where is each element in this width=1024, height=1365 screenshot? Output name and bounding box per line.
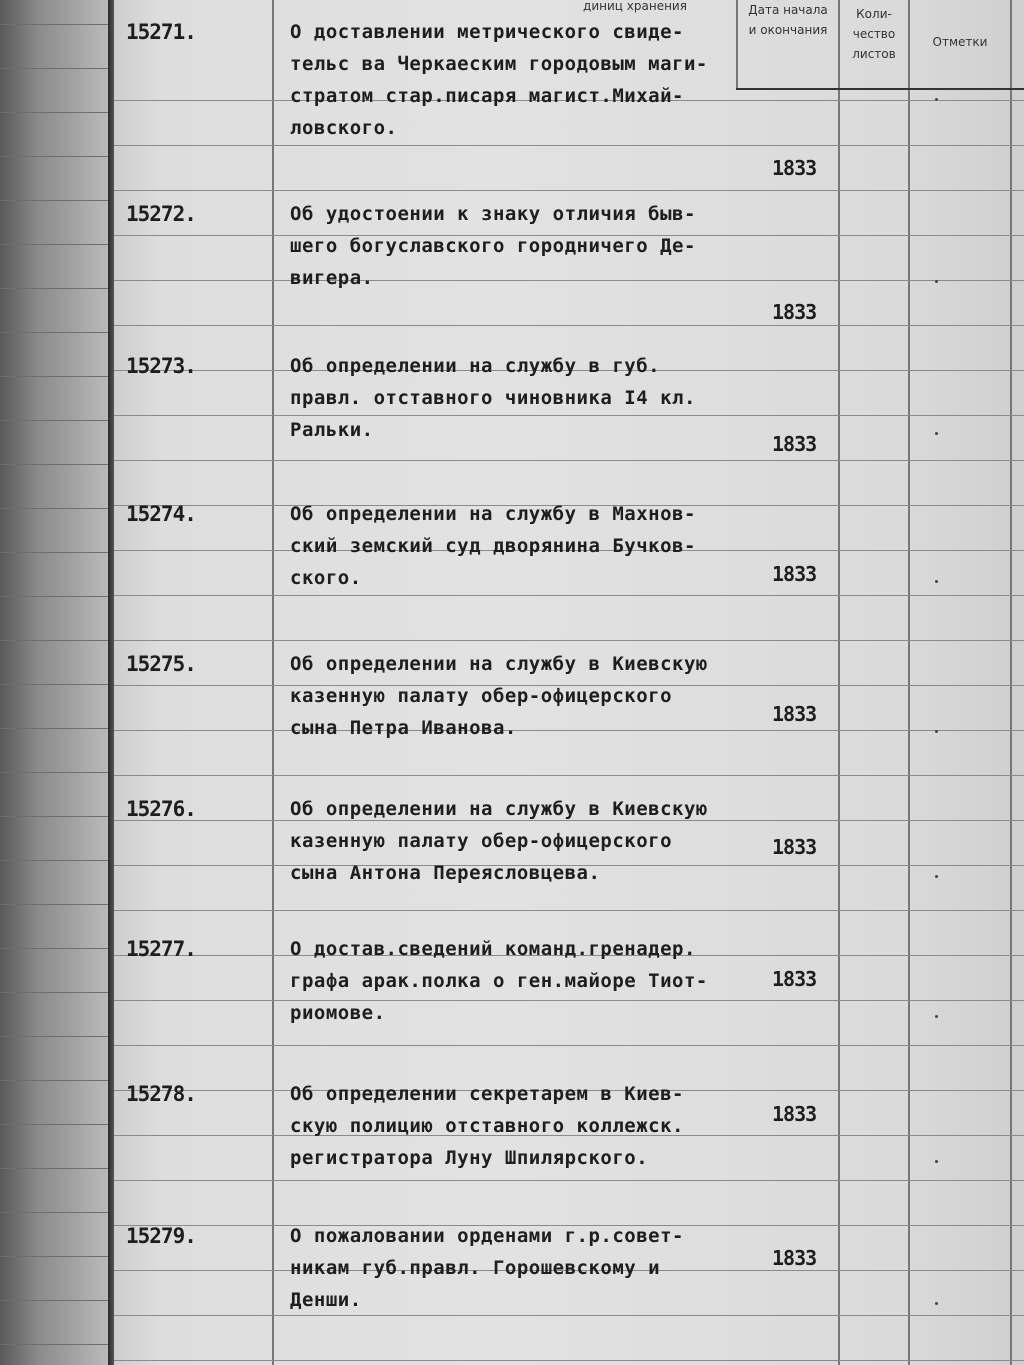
margin-ruled-line	[0, 1344, 112, 1345]
column-divider	[908, 0, 910, 1365]
header-dates: Дата начала и окончания	[748, 3, 828, 37]
margin-ruled-line	[0, 596, 112, 597]
margin-ruled-line	[0, 992, 112, 993]
entry-year: 1833	[772, 432, 817, 456]
table-ruled-line	[114, 1180, 1024, 1181]
table-ruled-line	[114, 190, 1024, 191]
margin-ruled-line	[0, 464, 112, 465]
column-divider	[1010, 0, 1012, 1365]
header-sheet-count: Коли- чество листов	[852, 7, 896, 61]
entry-number: 15279.	[126, 1224, 196, 1248]
table-ruled-line	[114, 775, 1024, 776]
entry-year: 1833	[772, 562, 817, 586]
table-ruled-line	[114, 910, 1024, 911]
notes-mark	[935, 580, 938, 583]
margin-ruled-line	[0, 68, 112, 69]
notes-mark	[935, 1160, 938, 1163]
table-ruled-line	[114, 325, 1024, 326]
margin-ruled-line	[0, 552, 112, 553]
notes-mark	[935, 280, 938, 283]
margin-ruled-line	[0, 948, 112, 949]
header-notes: Отметки	[932, 35, 988, 49]
entry-year: 1833	[772, 1102, 817, 1126]
entry-description: Об определении секретарем в Киев- скую полицию отставного коллежск. регистратора Луну Шпилярского.	[290, 1083, 684, 1169]
margin-ruled-line	[0, 904, 112, 905]
margin-ruled-line	[0, 288, 112, 289]
entry-number: 15278.	[126, 1082, 196, 1106]
header-units: диниц хранения	[583, 0, 687, 13]
margin-ruled-line	[0, 684, 112, 685]
entry-description: Об удостоении к знаку отличия быв- шего богуславского городничего Де- вигера.	[290, 203, 696, 289]
margin-ruled-line	[0, 24, 112, 25]
margin-ruled-line	[0, 1256, 112, 1257]
entry-number: 15276.	[126, 797, 196, 821]
table-ruled-line	[114, 1360, 1024, 1361]
entry-description: Об определении на службу в губ. правл. отставного чиновника I4 кл. Ральки.	[290, 355, 696, 441]
entry-number: 15271.	[126, 20, 196, 44]
margin-ruled-line	[0, 1300, 112, 1301]
margin-ruled-line	[0, 200, 112, 201]
entry-description: О достав.сведений команд.гренадер. графа арак.полка о ген.майоре Тиот- риомове.	[290, 938, 708, 1024]
entry-year: 1833	[772, 300, 817, 324]
margin-ruled-line	[0, 860, 112, 861]
table-ruled-line	[114, 640, 1024, 641]
entry-year: 1833	[772, 1246, 817, 1270]
table-ruled-line	[114, 460, 1024, 461]
margin-ruled-line	[0, 1168, 112, 1169]
margin-ruled-line	[0, 508, 112, 509]
book-spine	[108, 0, 114, 1365]
notes-mark	[935, 730, 938, 733]
notes-mark	[935, 98, 938, 101]
margin-ruled-line	[0, 1212, 112, 1213]
entry-year: 1833	[772, 702, 817, 726]
margin-ruled-line	[0, 640, 112, 641]
entry-year: 1833	[772, 156, 817, 180]
entry-description: О пожаловании орденами г.р.совет- никам губ.правл. Горошевскому и Денши.	[290, 1225, 684, 1311]
column-divider	[838, 0, 840, 1365]
margin-ruled-line	[0, 1036, 112, 1037]
notes-mark	[935, 1015, 938, 1018]
entry-number: 15272.	[126, 202, 196, 226]
margin-ruled-line	[0, 816, 112, 817]
margin-ruled-line	[0, 332, 112, 333]
margin-ruled-line	[0, 420, 112, 421]
entry-year: 1833	[772, 835, 817, 859]
table-ruled-line	[114, 145, 1024, 146]
margin-ruled-line	[0, 156, 112, 157]
entry-description: Об определении на службу в Махнов- ский земский суд дворянина Бучков- ского.	[290, 503, 696, 589]
margin-ruled-line	[0, 772, 112, 773]
margin-ruled-line	[0, 1124, 112, 1125]
margin-ruled-line	[0, 1080, 112, 1081]
margin-ruled-line	[0, 728, 112, 729]
notes-mark	[935, 432, 938, 435]
entry-description: О доставлении метрического свиде- тельс ва Черкаеским городовым маги- стратом стар.писаря магист.Михай- ловского.	[290, 21, 708, 139]
margin-ruled-line	[0, 244, 112, 245]
column-divider	[272, 0, 274, 1365]
entry-description: Об определении на службу в Киевскую казенную палату обер-офицерского сына Антона Переясловцева.	[290, 798, 708, 884]
entry-number: 15275.	[126, 652, 196, 676]
header-bottom-rule	[736, 88, 1024, 90]
entry-number: 15273.	[126, 354, 196, 378]
table-ruled-line	[114, 595, 1024, 596]
table-ruled-line	[114, 1045, 1024, 1046]
entry-number: 15274.	[126, 502, 196, 526]
entry-description: Об определении на службу в Киевскую казенную палату обер-офицерского сына Петра Иванова.	[290, 653, 708, 739]
entry-number: 15277.	[126, 937, 196, 961]
margin-ruled-line	[0, 112, 112, 113]
notes-mark	[935, 1302, 938, 1305]
previous-page-margin	[0, 0, 112, 1365]
notes-mark	[935, 875, 938, 878]
margin-ruled-line	[0, 376, 112, 377]
entry-year: 1833	[772, 967, 817, 991]
